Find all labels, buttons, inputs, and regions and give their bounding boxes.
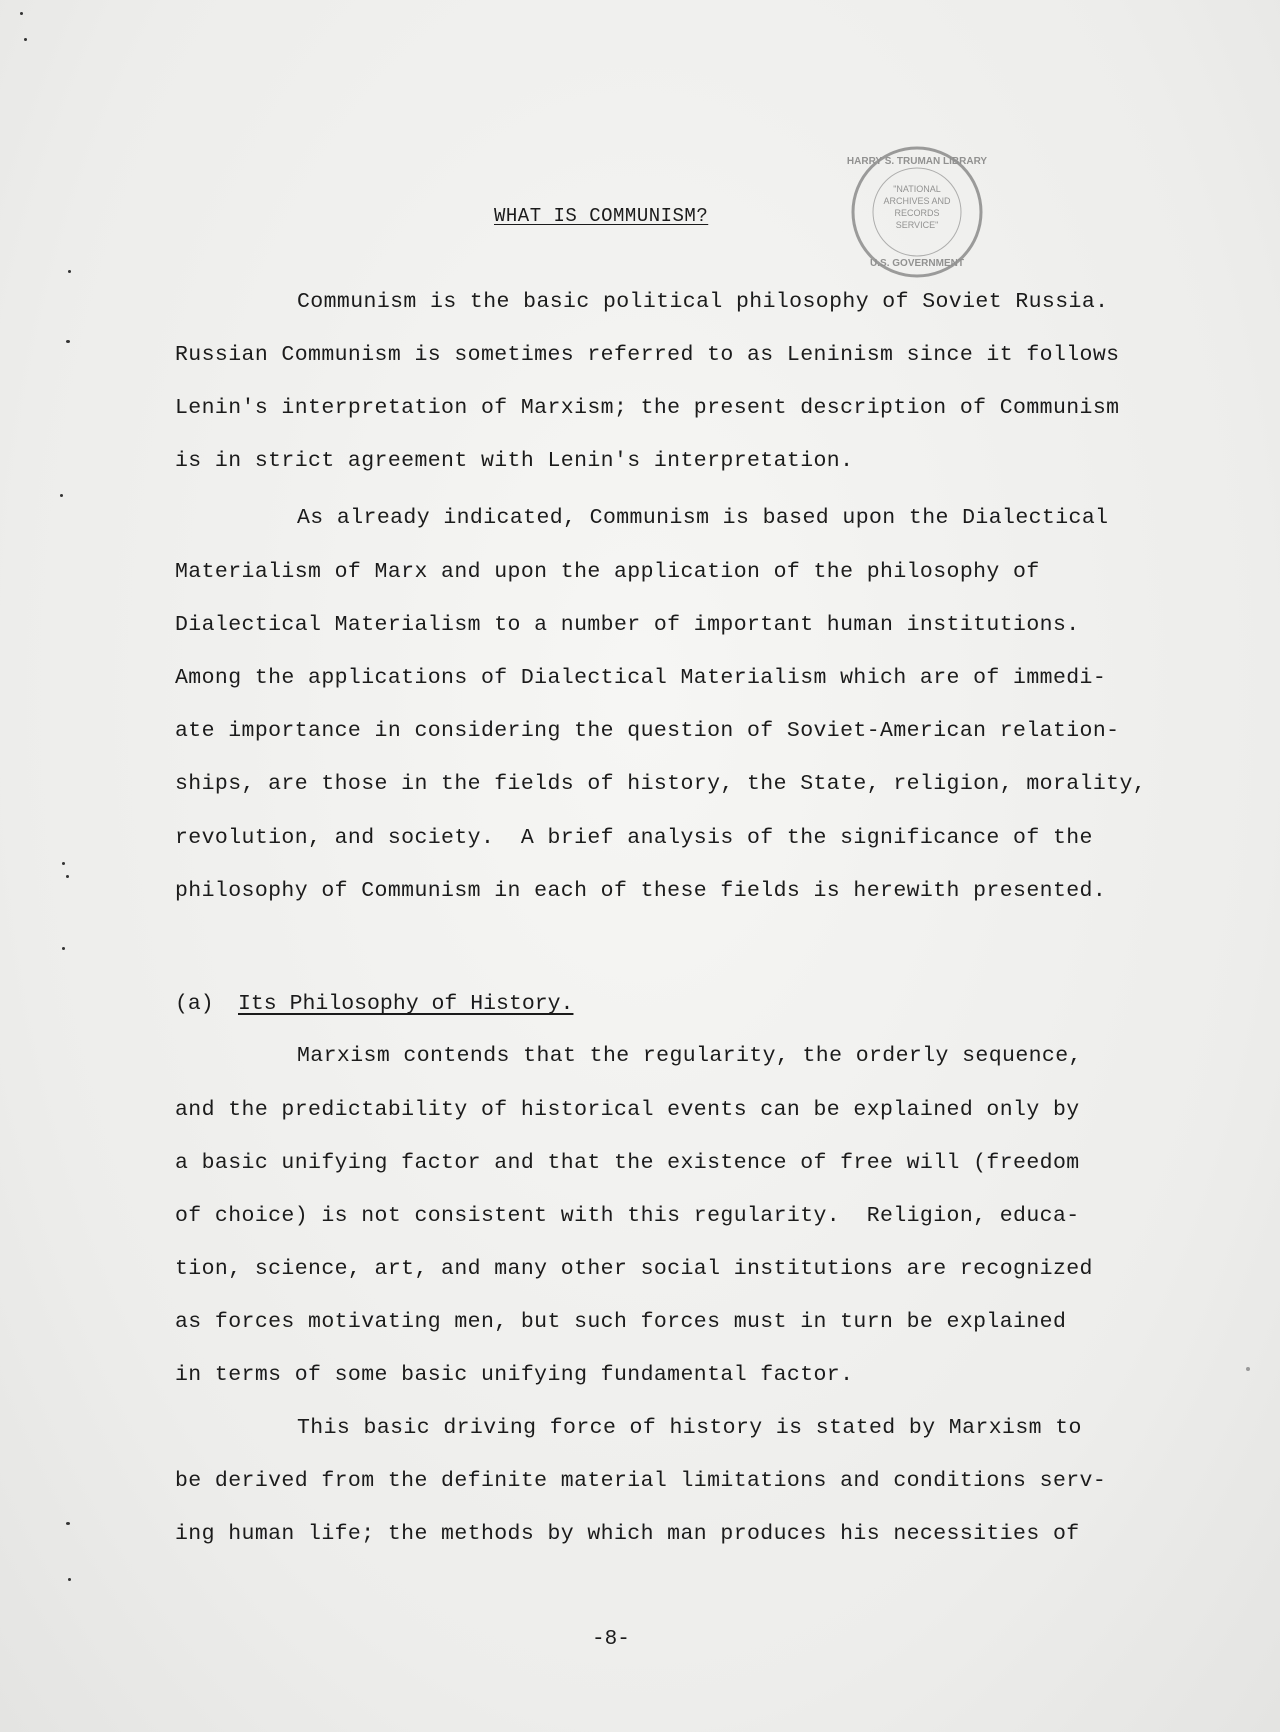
section-a-heading: Its Philosophy of History. [238, 992, 574, 1016]
stamp-text-2: ARCHIVES AND [883, 196, 951, 206]
scan-speck [68, 1578, 71, 1581]
paragraph-4-line-1: This basic driving force of history is stated by Marxism to [297, 1416, 1082, 1440]
paragraph-4-line-3: ing human life; the methods by which man produces his necessities of [175, 1522, 1080, 1546]
scan-speck [66, 340, 70, 343]
stamp-text-4: SERVICE" [895, 220, 939, 230]
page-number: -8- [592, 1628, 630, 1651]
stamp-text-top: HARRY S. TRUMAN LIBRARY [847, 156, 987, 167]
scan-speck [20, 12, 23, 15]
scan-speck [62, 862, 65, 865]
scan-speck [60, 494, 63, 497]
paragraph-1-line-3: Lenin's interpretation of Marxism; the present description of Communism [175, 396, 1120, 420]
paragraph-3-line-3: a basic unifying factor and that the existence of free will (freedom [175, 1151, 1080, 1175]
page-title: WHAT IS COMMUNISM? [494, 205, 709, 227]
paragraph-3-line-2: and the predictability of historical events can be explained only by [175, 1098, 1080, 1122]
paragraph-3-line-1: Marxism contends that the regularity, the orderly sequence, [297, 1044, 1082, 1068]
stamp-text-3: RECORDS [894, 208, 940, 218]
archive-stamp [847, 142, 987, 282]
scan-speck [68, 270, 71, 273]
paragraph-2-line-4: Among the applications of Dialectical Materialism which are of immedi- [175, 666, 1107, 690]
paragraph-2-line-3: Dialectical Materialism to a number of important human institutions. [175, 613, 1080, 637]
paragraph-2-line-5: ate importance in considering the question of Soviet-American relation- [175, 719, 1120, 743]
scan-speck [66, 1522, 70, 1525]
paragraph-2-line-2: Materialism of Marx and upon the application of the philosophy of [175, 560, 1040, 584]
paragraph-1-line-1: Communism is the basic political philosophy of Soviet Russia. [297, 290, 1109, 314]
scan-speck [62, 947, 65, 950]
stamp-text-bottom: U.S. GOVERNMENT [870, 258, 964, 269]
paragraph-3-line-6: as forces motivating men, but such forces must in turn be explained [175, 1310, 1067, 1334]
paragraph-3-line-4: of choice) is not consistent with this regularity. Religion, educa- [175, 1204, 1080, 1228]
paragraph-2-line-8: philosophy of Communism in each of these fields is herewith presented. [175, 879, 1107, 903]
paragraph-3-line-7: in terms of some basic unifying fundamental factor. [175, 1363, 854, 1387]
paragraph-1-line-2: Russian Communism is sometimes referred to as Leninism since it follows [175, 343, 1120, 367]
scan-speck [66, 875, 69, 878]
stamp-text-1: "NATIONAL [893, 184, 941, 194]
scan-speck [24, 38, 27, 41]
paragraph-2-line-6: ships, are those in the fields of history, the State, religion, morality, [175, 772, 1147, 796]
paragraph-2-line-7: revolution, and society. A brief analysis of the significance of the [175, 826, 1093, 850]
section-a-label: (a) [175, 992, 214, 1016]
paragraph-1-line-4: is in strict agreement with Lenin's interpretation. [175, 449, 854, 473]
paragraph-2-line-1: As already indicated, Communism is based upon the Dialectical [297, 506, 1109, 530]
paragraph-3-line-5: tion, science, art, and many other social institutions are recognized [175, 1257, 1093, 1281]
scan-speck [1246, 1367, 1250, 1371]
paragraph-4-line-2: be derived from the definite material limitations and conditions serv- [175, 1469, 1107, 1493]
